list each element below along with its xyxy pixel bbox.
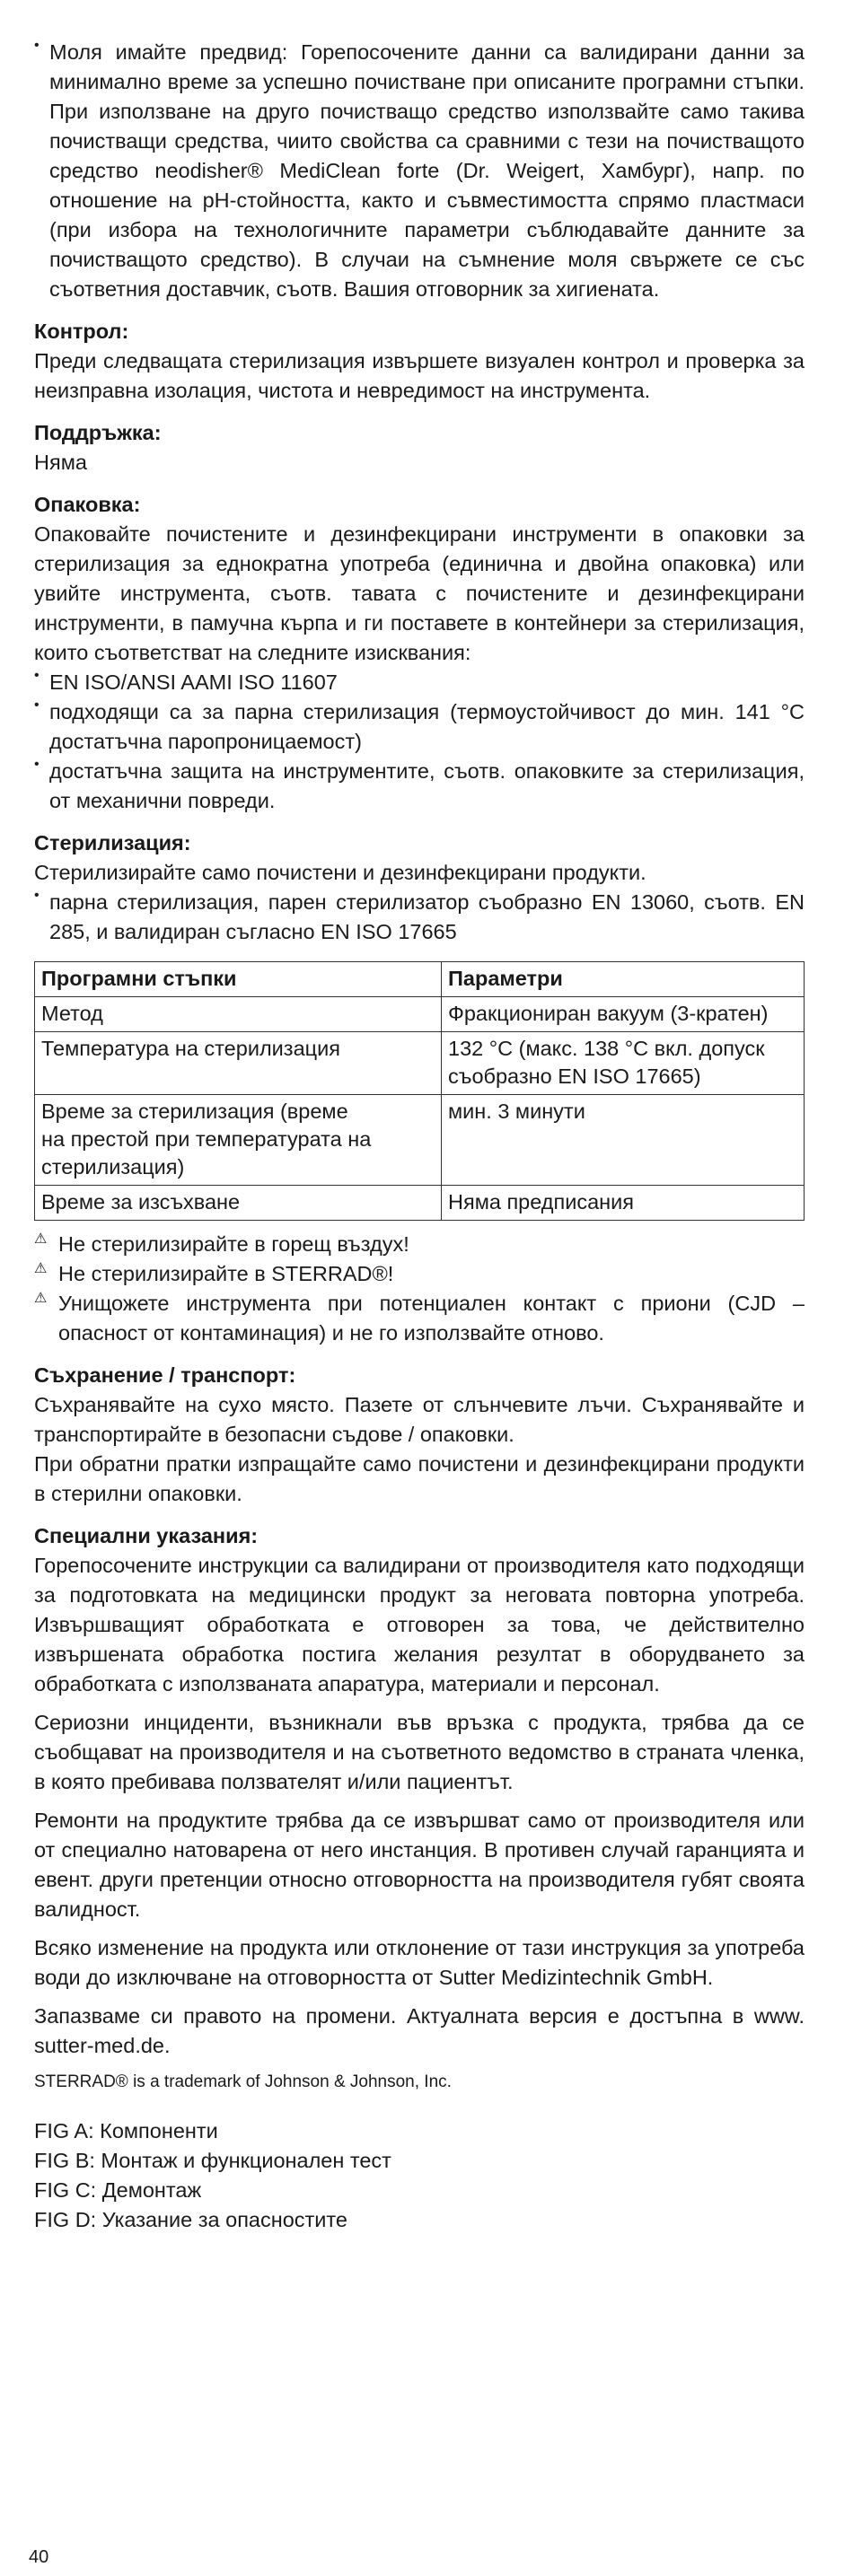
special-paragraph: Сериозни инциденти, възникнали във връзка с продукта, трябва да се съобщават на производителя и на съответното ведомство в страната членка, в която пребивава ползвателят и/или пациентът. bbox=[34, 1711, 805, 1793]
table-row bbox=[35, 1095, 805, 1186]
maintenance-text: Няма bbox=[34, 451, 87, 474]
special-notes-heading: Специални указания: bbox=[34, 1524, 259, 1547]
sterilization-parameters-table bbox=[34, 961, 805, 1221]
document-page bbox=[34, 38, 805, 2235]
storage-text: Съхранявайте на сухо място. Пазете от слънчевите лъчи. Съхранявайте и транспортирайте в безопасни съдове / опаковки. bbox=[34, 1393, 805, 1446]
special-paragraph: Горепосочените инструкции са валидирани от производителя като подходящи за подготовката на медицински продукт за неговата повторна употреба. Извършващият обработката е отговорен за това, че действително извършената обработка постига желания резултат в оборудването за обработката с използваната апаратура, материали и персонал. bbox=[34, 1554, 805, 1695]
special-paragraph: Ремонти на продуктите трябва да се извършват само от производителя или от специално натоварена от него инстанция. В противен случай гаранцията и евент. други претенции относно отговорността на производителя губят своята валидност. bbox=[34, 1809, 805, 1921]
control-heading: Контрол: bbox=[34, 320, 129, 343]
warning-item bbox=[34, 1289, 805, 1348]
bullet-marker: • bbox=[34, 757, 40, 772]
list-item-text: парна стерилизация, парен стерилизатор съобразно EN 13060, съотв. EN 285, и валидиран съгласно EN ISO 17665 bbox=[49, 890, 805, 943]
list-item: FIG B: Монтаж и функционален тест bbox=[34, 2149, 391, 2172]
list-item-text: EN ISO/ANSI AAMI ISO 11607 bbox=[49, 670, 338, 694]
warning-triangle-icon: ⚠ bbox=[34, 1291, 48, 1306]
sterilization-section bbox=[34, 828, 805, 947]
storage-heading: Съхранение / транспорт: bbox=[34, 1363, 296, 1387]
bullet-marker: • bbox=[34, 888, 40, 903]
list-item-text: подходящи са за парна стерилизация (термоустойчивост до мин. 141 °C достатъчна паропроницаемост) bbox=[49, 700, 805, 753]
control-text: Преди следващата стерилизация извършете визуален контрол и проверка за неизправна изолация, чистота и невредимост на инструмента. bbox=[34, 349, 805, 402]
intro-note-bullet bbox=[34, 38, 805, 304]
packaging-heading: Опаковка: bbox=[34, 493, 141, 516]
special-paragraph: Запазваме си правото на промени. Актуалната версия е достъпна в www. sutter-med.de. bbox=[34, 2004, 805, 2057]
warnings-list bbox=[34, 1230, 805, 1348]
list-item bbox=[34, 697, 805, 757]
bullet-marker: • bbox=[34, 668, 40, 683]
table-cell: мин. 3 минути bbox=[442, 1095, 805, 1186]
special-paragraph: Всяко изменение на продукта или отклонение от тази инструкция за употреба води до изключване на отговорността от Sutter Medizintechnik GmbH. bbox=[34, 1936, 805, 1989]
warning-text: Не стерилизирайте в STERRAD®! bbox=[58, 1262, 394, 1285]
maintenance-section bbox=[34, 418, 805, 478]
table-header-cell: Параметри bbox=[442, 962, 805, 997]
special-notes-section bbox=[34, 1521, 805, 2061]
page-number: 40 bbox=[29, 2547, 49, 2567]
storage-section bbox=[34, 1361, 805, 1509]
list-item: FIG A: Компоненти bbox=[34, 2119, 218, 2142]
packaging-section bbox=[34, 490, 805, 816]
storage-text: При обратни пратки изпращайте само почистени и дезинфекцирани продукти в стерилни опаковки. bbox=[34, 1452, 805, 1505]
sterilization-heading: Стерилизация: bbox=[34, 831, 191, 854]
table-cell: Температура на стерилизация bbox=[35, 1032, 442, 1095]
warning-triangle-icon: ⚠ bbox=[34, 1231, 48, 1247]
table-cell: Време за изсъхване bbox=[35, 1186, 442, 1221]
warning-triangle-icon: ⚠ bbox=[34, 1261, 48, 1276]
maintenance-heading: Поддръжка: bbox=[34, 421, 162, 444]
table-row bbox=[35, 997, 805, 1032]
table-cell: Метод bbox=[35, 997, 442, 1032]
warning-item bbox=[34, 1230, 805, 1259]
list-item: FIG D: Указание за опасностите bbox=[34, 2208, 347, 2231]
packaging-text: Опаковайте почистените и дезинфекцирани инструменти в опаковки за стерилизация за еднократна употреба (единична и двойна опаковка) или увийте инструмента, съотв. тавата с почистените и дезинфекцирани инструменти, в памучна кърпа и ги поставете в контейнери за стерилизация, които съответстват на следните изисквания: bbox=[34, 522, 805, 664]
warning-item bbox=[34, 1259, 805, 1289]
table-cell: Няма предписания bbox=[442, 1186, 805, 1221]
list-item-text: достатъчна защита на инструментите, съотв. опаковките за стерилизация, от механични повреди. bbox=[49, 759, 805, 812]
list-item: FIG C: Демонтаж bbox=[34, 2178, 202, 2202]
table-cell: 132 °C (макс. 138 °C вкл. допуск съобразно EN ISO 17665) bbox=[442, 1032, 805, 1095]
control-section bbox=[34, 317, 805, 406]
figure-list bbox=[34, 2116, 805, 2235]
list-item bbox=[34, 668, 805, 697]
sterilization-text: Стерилизирайте само почистени и дезинфекцирани продукти. bbox=[34, 861, 646, 884]
bullet-marker: • bbox=[34, 38, 40, 53]
warning-text: Унищожете инструмента при потенциален контакт с приони (CJD – опасност от контаминация) и не го използвайте отново. bbox=[58, 1292, 805, 1345]
table-header-cell: Програмни стъпки bbox=[35, 962, 442, 997]
intro-note-text: Моля имайте предвид: Горепосочените данни са валидирани данни за минимално време за успешно почистване при описаните програмни стъпки. При използване на друго почистващо средство използвайте само такива почистващи средства, чиито свойства са сравними с тези на почистващото средство neodisher® MediClean forte (Dr. Weigert, Хамбург), напр. по отношение на pH-стойността, както и съвместимостта спрямо пластмаси (при избора на технологичните параметри съблюдавайте данните за почистващото средство). В случаи на съмнение моля свържете се със съответния доставчик, съотв. Вашия отговорник за хигиената. bbox=[49, 40, 805, 301]
table-cell: Фракциониран вакуум (3-кратен) bbox=[442, 997, 805, 1032]
list-item bbox=[34, 888, 805, 947]
table-row bbox=[35, 1186, 805, 1221]
table-cell: Време за стерилизация (време на престой при температурата на стерилизация) bbox=[35, 1095, 442, 1186]
list-item bbox=[34, 757, 805, 816]
table-row bbox=[35, 1032, 805, 1095]
trademark-note: STERRAD® is a trademark of Johnson & Johnson, Inc. bbox=[34, 2072, 452, 2091]
warning-text: Не стерилизирайте в горещ въздух! bbox=[58, 1232, 409, 1256]
bullet-marker: • bbox=[34, 697, 40, 713]
table-header-row bbox=[35, 962, 805, 997]
